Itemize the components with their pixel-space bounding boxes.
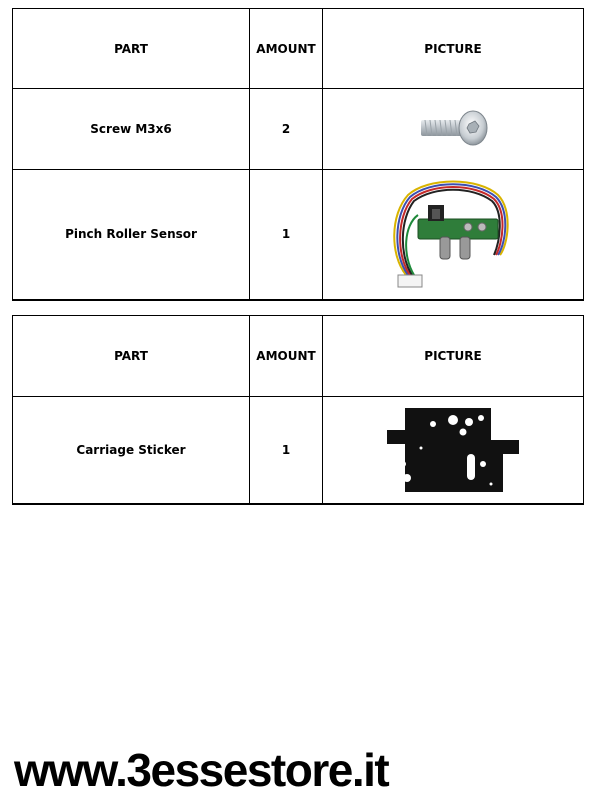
part-amount: 1 — [250, 170, 323, 300]
carriage-sticker-image — [383, 404, 523, 496]
table-row — [13, 89, 584, 170]
pinch-roller-sensor-image — [388, 175, 518, 293]
part-picture-cell — [323, 89, 584, 170]
part-name: Carriage Sticker — [13, 397, 250, 504]
part-name: Screw M3x6 — [13, 89, 250, 170]
part-amount: 1 — [250, 397, 323, 504]
header-amount: AMOUNT — [250, 9, 323, 89]
part-picture-cell — [323, 170, 584, 300]
parts-table-1 — [12, 8, 584, 301]
part-amount: 2 — [250, 89, 323, 170]
website-url: www.3essestore.it — [14, 744, 389, 796]
header-picture: PICTURE — [323, 9, 584, 89]
table-row — [13, 170, 584, 300]
parts-table-2 — [12, 315, 584, 505]
header-row — [13, 316, 584, 397]
screw-image — [413, 109, 493, 149]
part-picture-cell — [323, 397, 584, 504]
header-row — [13, 9, 584, 89]
header-part: PART — [13, 9, 250, 89]
table-row — [13, 397, 584, 504]
part-name: Pinch Roller Sensor — [13, 170, 250, 300]
header-amount: AMOUNT — [250, 316, 323, 397]
header-part: PART — [13, 316, 250, 397]
header-picture: PICTURE — [323, 316, 584, 397]
